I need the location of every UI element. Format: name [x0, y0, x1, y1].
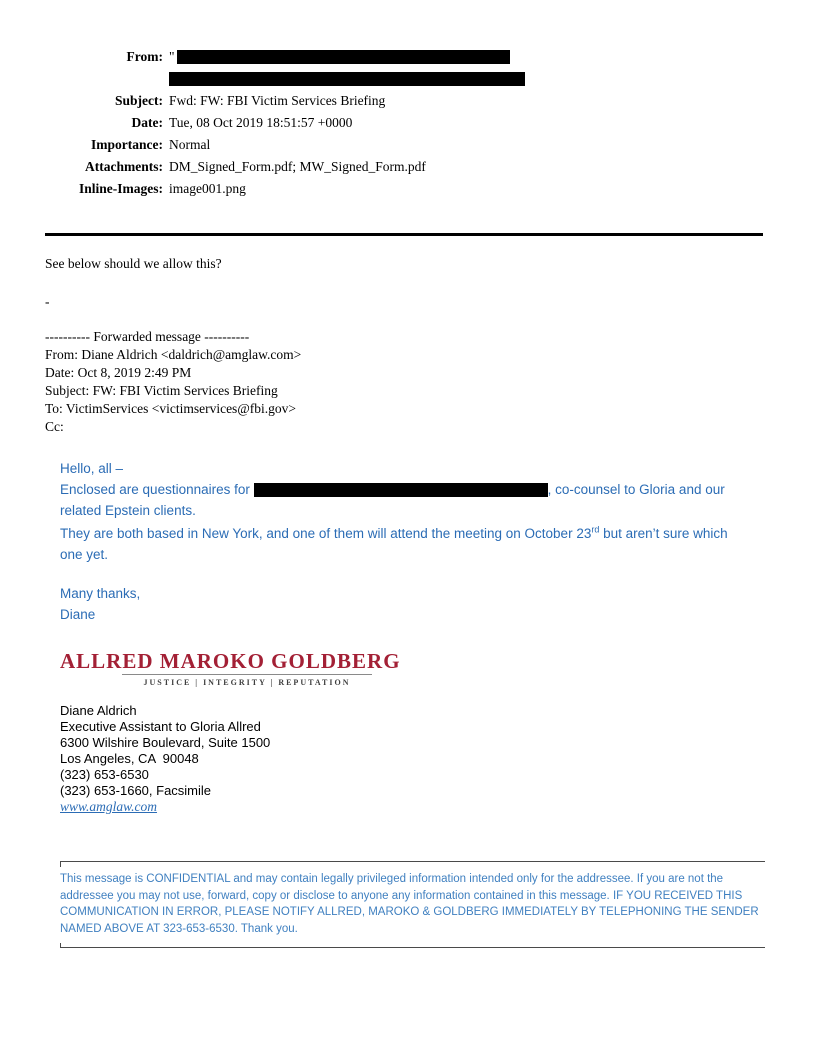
- forwarded-date: Date: Oct 8, 2019 2:49 PM: [45, 365, 192, 380]
- header-field-subject: [45, 90, 765, 112]
- importance-value: Normal: [169, 137, 211, 152]
- disclaimer-top-rule: [60, 861, 765, 862]
- thanks-line: Many thanks,: [60, 586, 141, 601]
- signature-block: [60, 703, 765, 815]
- greeting-line: Hello, all –: [60, 461, 124, 476]
- signature-fax: (323) 653-1660, Facsimile: [60, 783, 212, 798]
- header-field-attachments: [45, 156, 765, 178]
- date-label: Date:: [131, 115, 163, 130]
- confidentiality-notice: This message is CONFIDENTIAL and may contain legally privileged information intended only for the addressee. If you are not the addressee you may not use, forward, copy or disclose to anyone any information contained in this message. IF YOU RECEIVED THIS COMMUNICATION IN ERROR, PLEASE NOTIFY ALLRED, MAROKO & GOLDBERG IMMEDIATELY BY TELEPHONING THE SENDER NAMED ABOVE AT 323-653-6530. Thank you.: [60, 873, 759, 935]
- header-divider: [45, 233, 763, 236]
- forwarded-separator: ---------- Forwarded message ----------: [45, 329, 250, 344]
- signature-address-street: 6300 Wilshire Boulevard, Suite 1500: [60, 735, 271, 750]
- inline-images-label: Inline-Images:: [79, 181, 163, 196]
- header-field-date: [45, 112, 765, 134]
- signoff-line: Diane: [60, 607, 96, 622]
- para2-text-before: They are both based in New York, and one of them will attend the meeting on October 23: [60, 526, 592, 541]
- forwarded-cc: Cc:: [45, 419, 64, 434]
- intro-line: See below should we allow this?: [45, 256, 222, 271]
- message-paragraph-1: [60, 479, 752, 521]
- redaction-bar: [254, 483, 548, 497]
- date-value: Tue, 08 Oct 2019 18:51:57 +0000: [169, 115, 353, 130]
- forwarded-subject: Subject: FW: FBI Victim Services Briefing: [45, 383, 278, 398]
- header-field-importance: [45, 134, 765, 156]
- from-quote: ": [169, 49, 175, 64]
- header-field-from-continued: [45, 68, 765, 90]
- from-label: From:: [126, 49, 163, 64]
- disclaimer-bottom-rule: [60, 947, 765, 948]
- para1-text-after: , co-counsel to Gloria and our related Epstein clients.: [60, 482, 725, 518]
- email-header: [45, 46, 765, 200]
- quoted-message: [60, 458, 752, 625]
- message-paragraph-2: [60, 523, 752, 565]
- ordinal-superscript: rd: [591, 524, 600, 535]
- firm-logo-tagline: JUSTICE | INTEGRITY | REPUTATION: [122, 674, 372, 687]
- signature-title: Executive Assistant to Gloria Allred: [60, 719, 261, 734]
- signature-address-city: Los Angeles, CA 90048: [60, 751, 199, 766]
- subject-value: Fwd: FW: FBI Victim Services Briefing: [169, 93, 386, 108]
- attachments-value: DM_Signed_Form.pdf; MW_Signed_Form.pdf: [169, 159, 426, 174]
- redaction-bar: [169, 72, 525, 86]
- importance-label: Importance:: [91, 137, 163, 152]
- signature-phone: (323) 653-6530: [60, 767, 149, 782]
- website-link[interactable]: www.amglaw.com: [60, 799, 158, 814]
- inline-images-value: image001.png: [169, 181, 246, 196]
- attachments-label: Attachments:: [85, 159, 163, 174]
- subject-label: Subject:: [115, 93, 163, 108]
- email-body: [45, 255, 765, 436]
- para1-text-before: Enclosed are questionnaires for: [60, 482, 254, 497]
- dash-line: -: [45, 294, 50, 309]
- para2-text-after: but aren’t sure which one yet.: [60, 526, 728, 562]
- forwarded-from: From: Diane Aldrich <daldrich@amglaw.com>: [45, 347, 302, 362]
- header-field-inline-images: [45, 178, 765, 200]
- redaction-bar: [177, 50, 510, 64]
- signature-name: Diane Aldrich: [60, 703, 137, 718]
- firm-logo: [60, 649, 765, 687]
- firm-logo-title: ALLRED MAROKO GOLDBERG: [60, 649, 401, 673]
- header-field-from: [45, 46, 765, 68]
- forwarded-header: [45, 328, 765, 436]
- forwarded-to: To: VictimServices <victimservices@fbi.gov>: [45, 401, 296, 416]
